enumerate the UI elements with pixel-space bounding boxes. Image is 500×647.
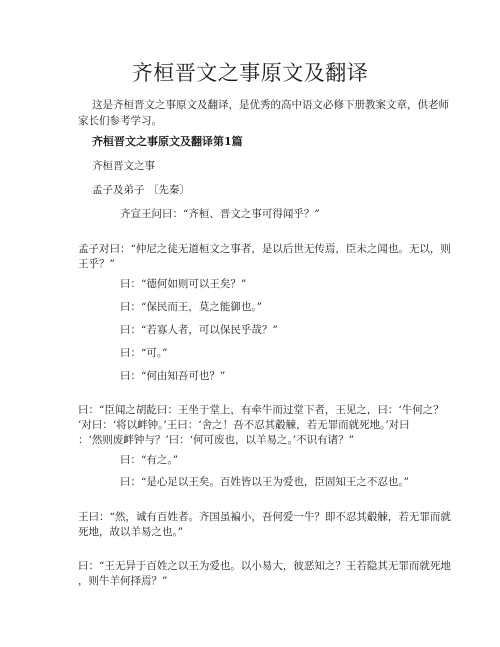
text-line: 曰：“德何如则可以王矣？” (120, 278, 247, 290)
text-line: 曰：“臣闻之胡龁曰：王坐于堂上，有牵牛而过堂下者，王见之，曰：‘牛何之？ (78, 404, 444, 416)
intro-line-1: 这是齐桓晋文之事原文及翻译，是优秀的高中语文必修下册教案文章，供老师 (92, 99, 449, 111)
page-title: 齐桓晋文之事原文及翻译 (131, 61, 369, 85)
text-line: 王曰：“然，诚有百姓者。齐国虽褊小，吾何爱一牛？即不忍其觳觫，若无罪而就 (78, 511, 451, 523)
text-line: 曰：“是心足以王矣。百姓皆以王为爱也，臣固知王之不忍也。” (120, 476, 409, 488)
text-line: 齐宣王问曰：“齐桓、晋文之事可得闻乎？” (120, 208, 320, 220)
text-line: 曰：“保民而王，莫之能御也。” (120, 301, 262, 313)
author-line: 孟子及弟子 〔先秦〕 (92, 184, 190, 196)
intro-line-2: 家长们参考学习。 (78, 115, 162, 127)
text-line: 曰：“可。” (120, 347, 168, 359)
text-line: 死地，故以羊易之也。” (78, 526, 184, 538)
text-line: 曰：“王无异于百姓之以王为爱也。以小易大，彼恶知之？王若隐其无罪而就死地 (78, 560, 451, 572)
text-line: ’对曰：‘将以衅钟。’王曰：‘舍之！吾不忍其觳觫，若无罪而就死地。’对曰 (78, 419, 410, 431)
text-line: 曰：“有之。” (120, 454, 178, 466)
text-line: ：‘然则废衅钟与？’曰：‘何可废也，以羊易之。’不识有诸？” (78, 434, 354, 446)
text-line: 孟子对曰：“仲尼之徒无道桓文之事者，是以后世无传焉，臣未之闻也。无以，则 (78, 243, 451, 255)
text-line: 曰：“若寡人者，可以保民乎哉？” (120, 324, 278, 336)
section-heading: 齐桓晋文之事原文及翻译第1篇 (92, 135, 243, 148)
text-line: 王乎？” (78, 258, 115, 270)
work-title: 齐桓晋文之事 (92, 160, 155, 172)
text-line: 曰：“何由知吾可也？” (120, 370, 226, 382)
text-line: ，则牛羊何择焉？” (78, 575, 168, 587)
